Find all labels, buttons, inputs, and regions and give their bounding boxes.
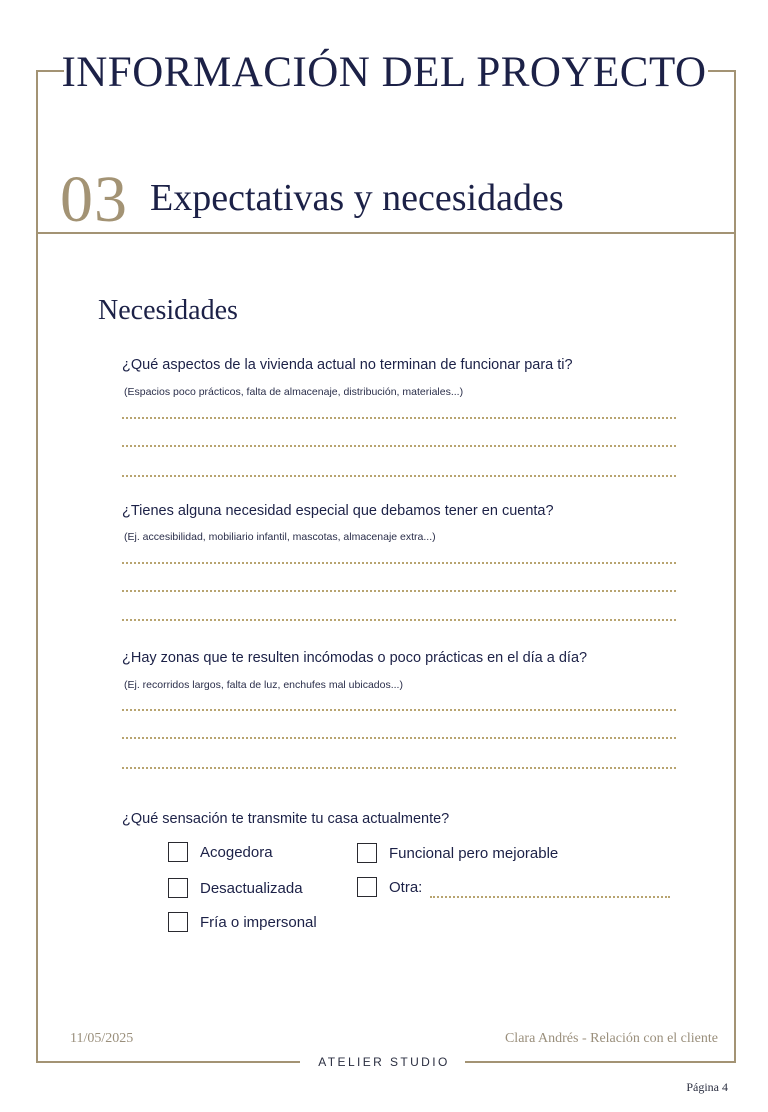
frame-left: [36, 70, 38, 1062]
section-title: Expectativas y necesidades: [150, 177, 564, 219]
page-title: INFORMACIÓN DEL PROYECTO: [61, 49, 707, 96]
checkbox-label: Desactualizada: [200, 879, 303, 897]
option-funcional[interactable]: [357, 843, 558, 863]
option-desactualizada[interactable]: [168, 878, 303, 898]
question-4: ¿Qué sensación te transmite tu casa actualmente?: [122, 811, 450, 827]
answer-line[interactable]: [122, 445, 676, 447]
option-fria[interactable]: [168, 912, 317, 932]
answer-line[interactable]: [122, 767, 676, 769]
checkbox[interactable]: [357, 877, 377, 897]
checkbox-label: Otra:: [389, 878, 423, 896]
checkbox-label: Funcional pero mejorable: [389, 844, 559, 862]
page-number: Página 4: [686, 1080, 728, 1094]
answer-line[interactable]: [122, 475, 676, 477]
frame-right: [734, 70, 736, 1062]
section-number: 03: [60, 163, 128, 236]
question-1: ¿Qué aspectos de la vivienda actual no terminan de funcionar para ti?: [122, 357, 573, 373]
checkbox[interactable]: [168, 912, 188, 932]
answer-line[interactable]: [122, 737, 676, 739]
subsection-title: Necesidades: [98, 295, 238, 326]
checkbox-label: Acogedora: [200, 843, 273, 861]
checkbox[interactable]: [168, 842, 188, 862]
question-1-hint: (Espacios poco prácticos, falta de almacenaje, distribución, materiales...): [124, 386, 464, 398]
answer-line[interactable]: [122, 590, 676, 592]
question-3-hint: (Ej. recorridos largos, falta de luz, enchufes mal ubicados...): [124, 679, 403, 691]
otra-answer-line[interactable]: [430, 896, 670, 898]
footer-client: Clara Andrés - Relación con el cliente: [504, 1031, 718, 1046]
answer-line[interactable]: [122, 562, 676, 564]
question-3: ¿Hay zonas que te resulten incómodas o poco prácticas en el día a día?: [122, 650, 588, 666]
checkbox-label: Fría o impersonal: [200, 913, 317, 931]
checkbox[interactable]: [168, 878, 188, 898]
section-divider: [36, 232, 736, 234]
option-otra[interactable]: [357, 877, 422, 897]
footer-date: 11/05/2025: [70, 1031, 134, 1046]
answer-line[interactable]: [122, 709, 676, 711]
checkbox[interactable]: [357, 843, 377, 863]
answer-line[interactable]: [122, 417, 676, 419]
question-2-hint: (Ej. accesibilidad, mobiliario infantil, mascotas, almacenaje extra...): [124, 531, 436, 543]
question-2: ¿Tienes alguna necesidad especial que debamos tener en cuenta?: [122, 503, 554, 519]
studio-name: ATELIER STUDIO: [318, 1055, 450, 1069]
answer-line[interactable]: [122, 619, 676, 621]
option-acogedora[interactable]: [168, 842, 273, 862]
